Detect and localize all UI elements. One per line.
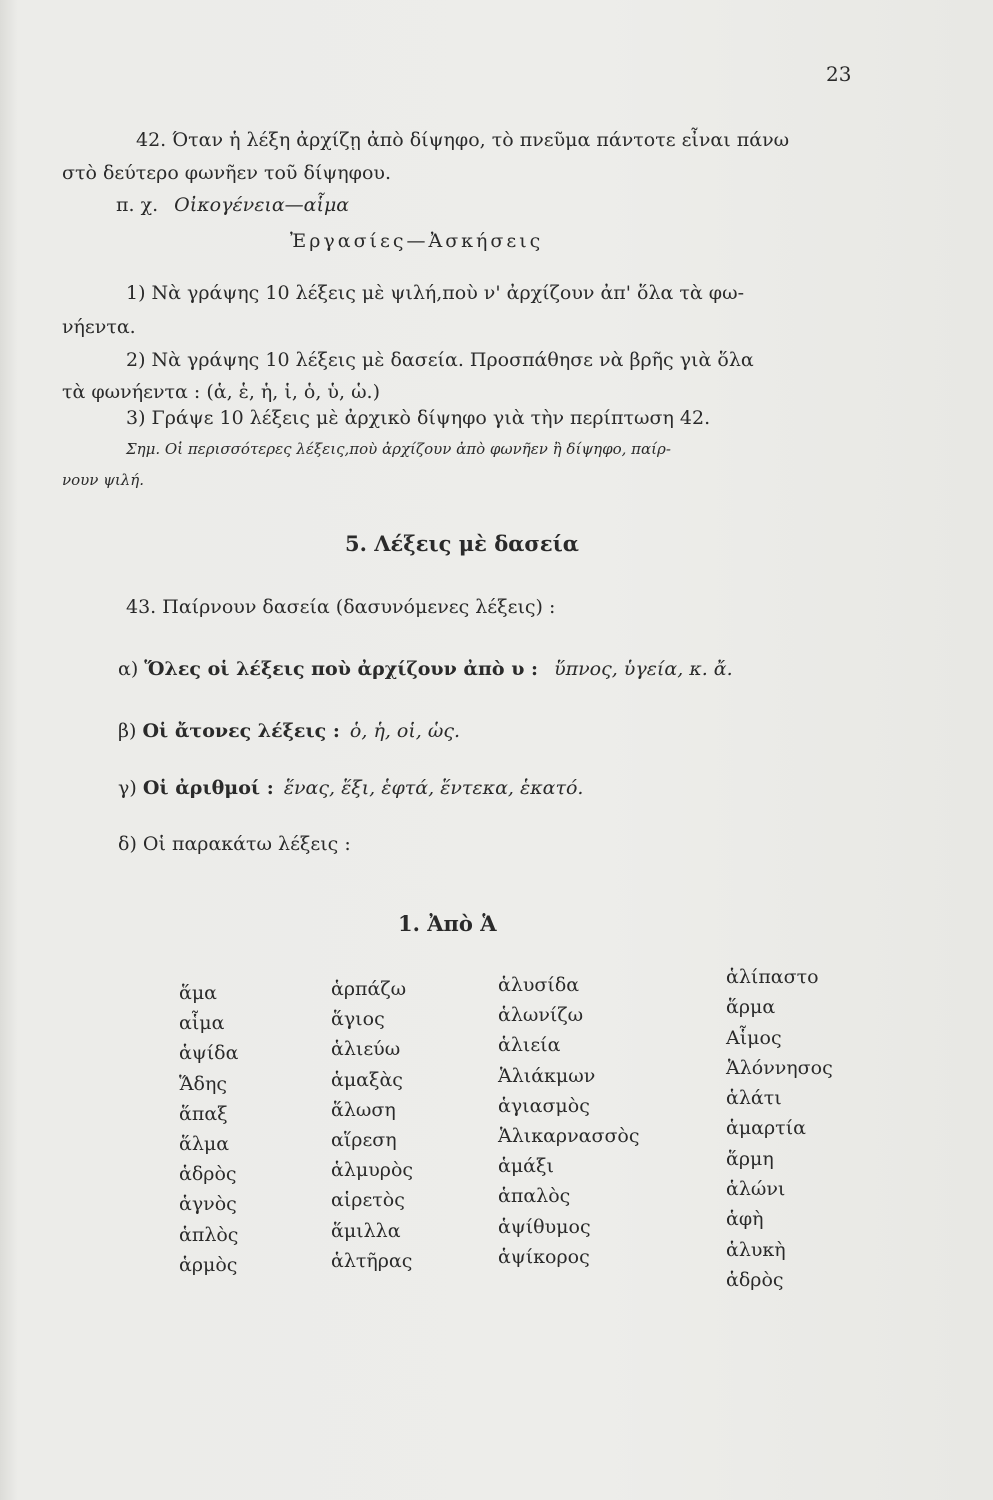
exercise-2-line2: τὰ φωνήεντα : (ἁ, ἑ, ἡ, ἱ, ὁ, ὑ, ὡ.) bbox=[62, 381, 381, 403]
rule-42-line1 bbox=[136, 128, 789, 152]
item-b-label: β) bbox=[118, 720, 137, 742]
list-item: αἱρετὸς bbox=[331, 1189, 405, 1212]
list-item: ἁδρὸς bbox=[179, 1163, 237, 1186]
list-item: ἁλτῆρας bbox=[331, 1249, 413, 1272]
list-item: ἁφὴ bbox=[726, 1208, 764, 1231]
item-a-examples: ὕπνος, ὑγεία, κ. ἄ. bbox=[554, 658, 733, 680]
item-a-bold: Ὅλες οἱ λέξεις ποὺ ἀρχίζουν ἀπὸ υ : bbox=[144, 658, 539, 680]
rule-42-line2: στὸ δεύτερο φωνῆεν τοῦ δίψηφου. bbox=[62, 162, 392, 184]
item-c-examples: ἕνας, ἕξι, ἑφτά, ἕντεκα, ἑκατό. bbox=[283, 777, 584, 799]
item-c-bold: Οἱ ἀριθμοί : bbox=[142, 777, 274, 799]
list-item: ἁγνὸς bbox=[179, 1193, 237, 1216]
exercise-1-line1: 1) Νὰ γράψης 10 λέξεις μὲ ψιλή,ποὺ ν' ἀρχίζουν ἀπ' ὅλα τὰ φω- bbox=[126, 282, 744, 304]
list-heading: 1. Ἀπὸ Ἁ bbox=[398, 911, 497, 936]
rule-42-text: Όταν ἡ λέξη ἀρχίζῃ ἀπὸ δίψηφο, τὸ πνεῦμα πάντοτε εἶναι πάνω bbox=[172, 129, 790, 151]
list-item: ἁλιεύω bbox=[331, 1038, 401, 1061]
list-item: Ἁλικαρνασσὸς bbox=[498, 1124, 640, 1147]
example-label: π. χ. bbox=[116, 194, 159, 216]
list-item: ἁπαλὸς bbox=[498, 1185, 571, 1208]
note-line1: Σημ. Οἱ περισσότερες λέξεις,ποὺ ἀρχίζουν ἀπὸ φωνῆεν ἢ δίψηφο, παίρ- bbox=[126, 440, 671, 458]
list-item: ἁλυσίδα bbox=[498, 974, 580, 996]
list-item: ἁψίδα bbox=[179, 1042, 239, 1065]
rule-42-number: 42. bbox=[136, 129, 167, 151]
note-line2: νουν ψιλή. bbox=[62, 471, 145, 489]
list-item: ἅγιος bbox=[331, 1008, 385, 1031]
list-item: ἁψίκορος bbox=[498, 1245, 590, 1268]
word-column-2 bbox=[331, 974, 413, 1276]
list-item: ἅρμη bbox=[726, 1147, 774, 1170]
list-item: ἁγιασμὸς bbox=[498, 1094, 590, 1117]
list-item: Αἷμος bbox=[726, 1026, 782, 1049]
list-item: ἁδρὸς bbox=[726, 1268, 784, 1291]
item-b bbox=[118, 719, 460, 743]
rule-42-example bbox=[116, 193, 349, 217]
list-item: ἅμιλλα bbox=[331, 1219, 401, 1242]
example-words: Οἰκογένεια—αἷμα bbox=[174, 194, 350, 216]
list-item: Ἁλόννησος bbox=[726, 1056, 833, 1079]
list-item: ἁλυκὴ bbox=[726, 1238, 786, 1261]
item-b-bold: Οἱ ἄτονες λέξεις : bbox=[142, 720, 340, 742]
list-item: ἅρμα bbox=[726, 996, 776, 1019]
item-c-label: γ) bbox=[118, 777, 137, 799]
list-item: ἁψίθυμος bbox=[498, 1215, 591, 1238]
list-item: ἁλωνίζω bbox=[498, 1004, 584, 1027]
list-item: Ἅδης bbox=[179, 1072, 227, 1095]
list-item: ἁμαρτία bbox=[726, 1117, 806, 1140]
word-column-1 bbox=[179, 978, 238, 1280]
list-item: Ἁλιάκμων bbox=[498, 1064, 596, 1087]
item-b-examples: ὁ, ἡ, οἱ, ὡς. bbox=[349, 720, 461, 742]
list-item: ἅλωση bbox=[331, 1098, 396, 1121]
item-d: δ) Οἱ παρακάτω λέξεις : bbox=[118, 833, 351, 855]
list-item: ἅμα bbox=[179, 982, 218, 1004]
item-c bbox=[118, 776, 583, 800]
list-item: ἁλμυρὸς bbox=[331, 1159, 414, 1182]
list-item: ἁλάτι bbox=[726, 1087, 782, 1110]
item-a-label: α) bbox=[118, 658, 139, 680]
page-number: 23 bbox=[826, 62, 852, 86]
item-a bbox=[118, 657, 733, 681]
exercise-2-line1: 2) Νὰ γράψης 10 λέξεις μὲ δασεία. Προσπάθησε νὰ βρῆς γιὰ ὅλα bbox=[126, 349, 754, 371]
word-column-3 bbox=[498, 970, 640, 1272]
exercises-title: Ἐργασίες—Ἀσκήσεις bbox=[290, 230, 544, 252]
rule-43: 43. Παίρνουν δασεία (δασυνόμενες λέξεις) : bbox=[126, 596, 556, 618]
list-item: αἷμα bbox=[179, 1012, 225, 1035]
list-item: ἁμαξὰς bbox=[331, 1068, 403, 1091]
exercise-1-line2: νήεντα. bbox=[62, 316, 136, 338]
list-item: ἁλώνι bbox=[726, 1178, 786, 1201]
list-item: ἁλίπαστο bbox=[726, 966, 819, 988]
exercise-3: 3) Γράψε 10 λέξεις μὲ ἀρχικὸ δίψηφο γιὰ τὴν περίπτωση 42. bbox=[126, 407, 711, 429]
list-item: ἁρμὸς bbox=[179, 1253, 238, 1276]
section-5-title: 5. Λέξεις μὲ δασεία bbox=[345, 531, 579, 556]
list-item: ἁρπάζω bbox=[331, 978, 407, 1000]
list-item: ἁλιεία bbox=[498, 1034, 561, 1057]
list-item: αἵρεση bbox=[331, 1128, 397, 1151]
list-item: ἅλμα bbox=[179, 1132, 230, 1155]
list-item: ἁπλὸς bbox=[179, 1223, 239, 1246]
word-column-4 bbox=[726, 962, 833, 1295]
list-item: ἅπαξ bbox=[179, 1102, 228, 1125]
list-item: ἁμάξι bbox=[498, 1155, 554, 1178]
